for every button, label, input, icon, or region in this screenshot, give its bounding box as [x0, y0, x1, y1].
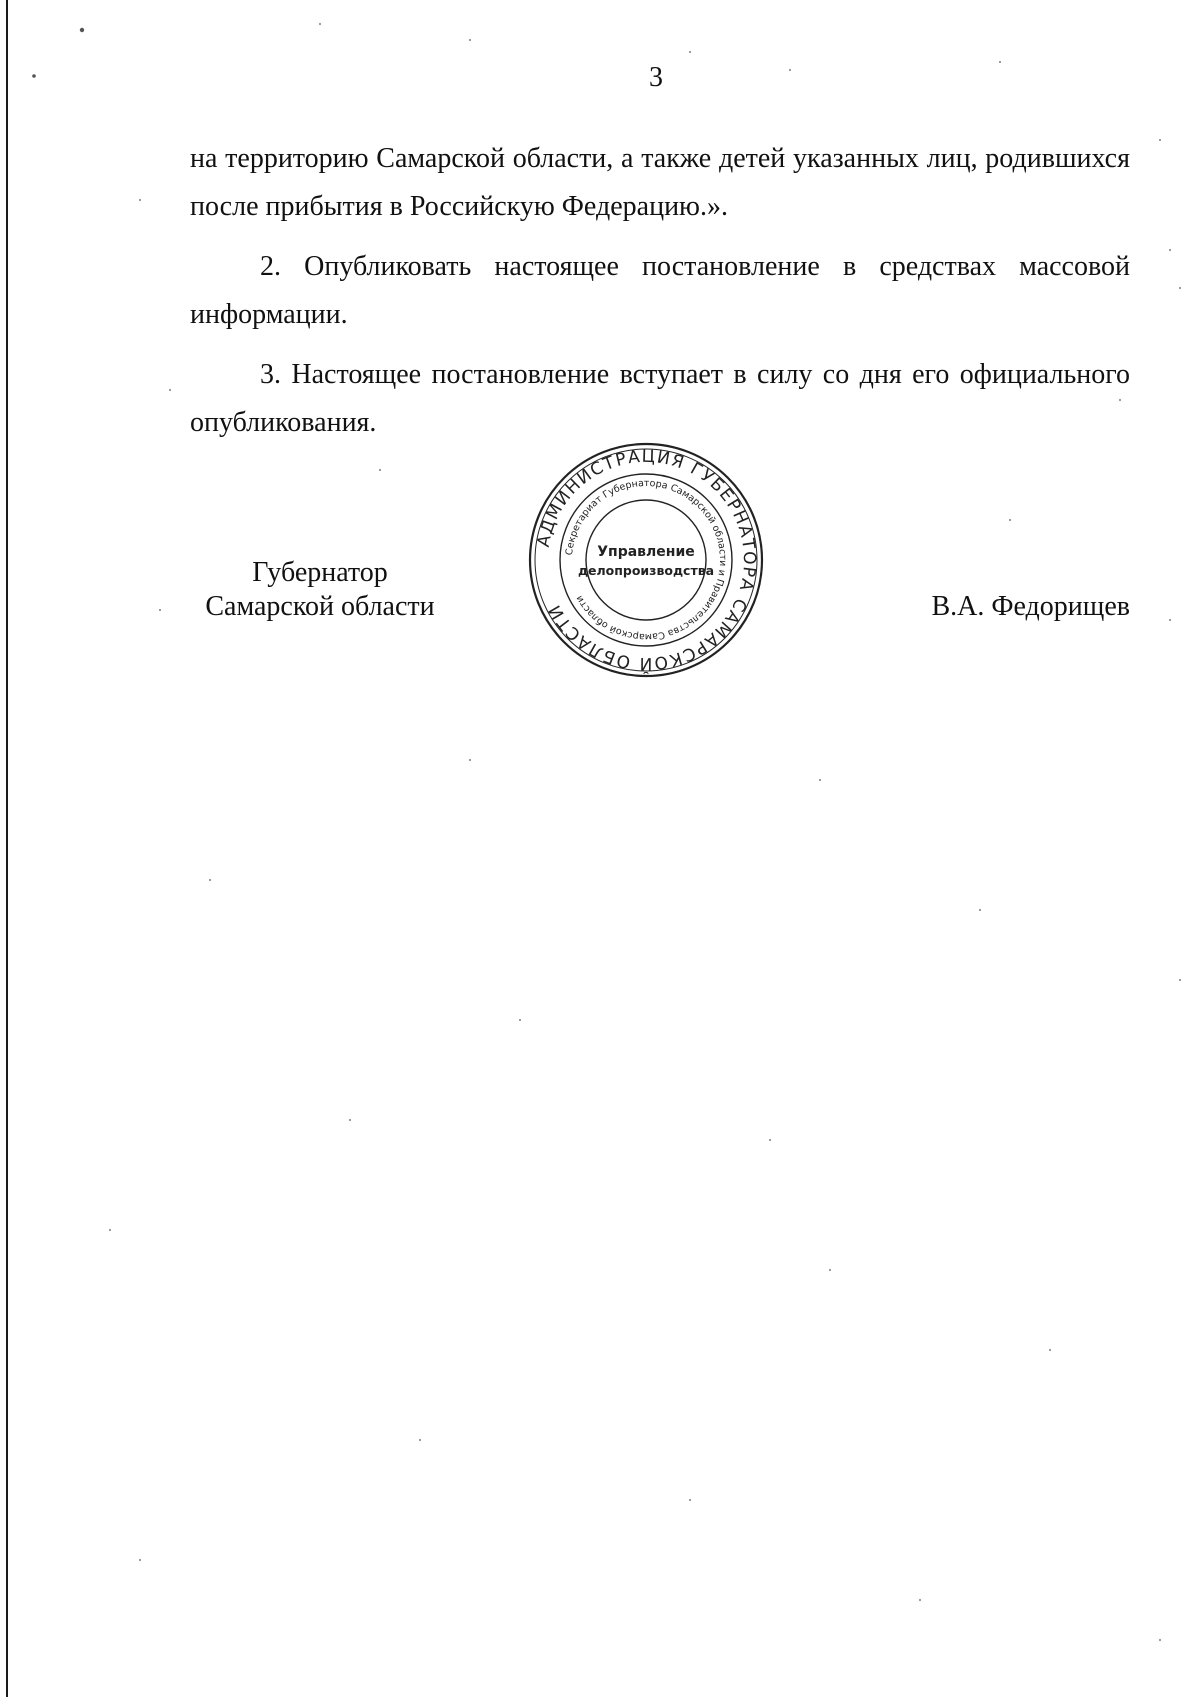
page-number: 3 — [649, 62, 663, 93]
seal-center-line1: Управление — [597, 544, 695, 560]
paragraph-item-3: 3. Настоящее постановление вступает в силу со дня его официального опубликования. — [190, 359, 1130, 438]
signer-name: В.А. Федорищев — [931, 591, 1130, 622]
signer-position-line1: Губернатор — [252, 557, 388, 588]
seal-center-line2: делопроизводства — [577, 563, 715, 578]
seal-inner-text: Секретариат Губернатора Самарской области и Правительства Самарской области — [564, 477, 729, 643]
svg-text:Секретариат Губернатора Самарс — [564, 478, 728, 642]
official-seal — [526, 440, 766, 680]
paragraph-continuation: на территорию Самарской области, а также детей указанных лиц, родившихся после прибытия в Российскую Федерацию.». — [190, 143, 1130, 222]
paragraph-item-2: 2. Опубликовать настоящее постановление в средствах массовой информации. — [190, 251, 1130, 330]
signer-position — [190, 556, 450, 624]
scan-left-edge — [6, 0, 8, 1697]
document-body — [190, 135, 1130, 447]
seal-outer-text: АДМИНИСТРАЦИЯ ГУБЕРНАТОРА САМАРСКОЙ ОБЛАСТИ — [533, 446, 760, 674]
signer-position-line2: Самарской области — [205, 591, 435, 622]
